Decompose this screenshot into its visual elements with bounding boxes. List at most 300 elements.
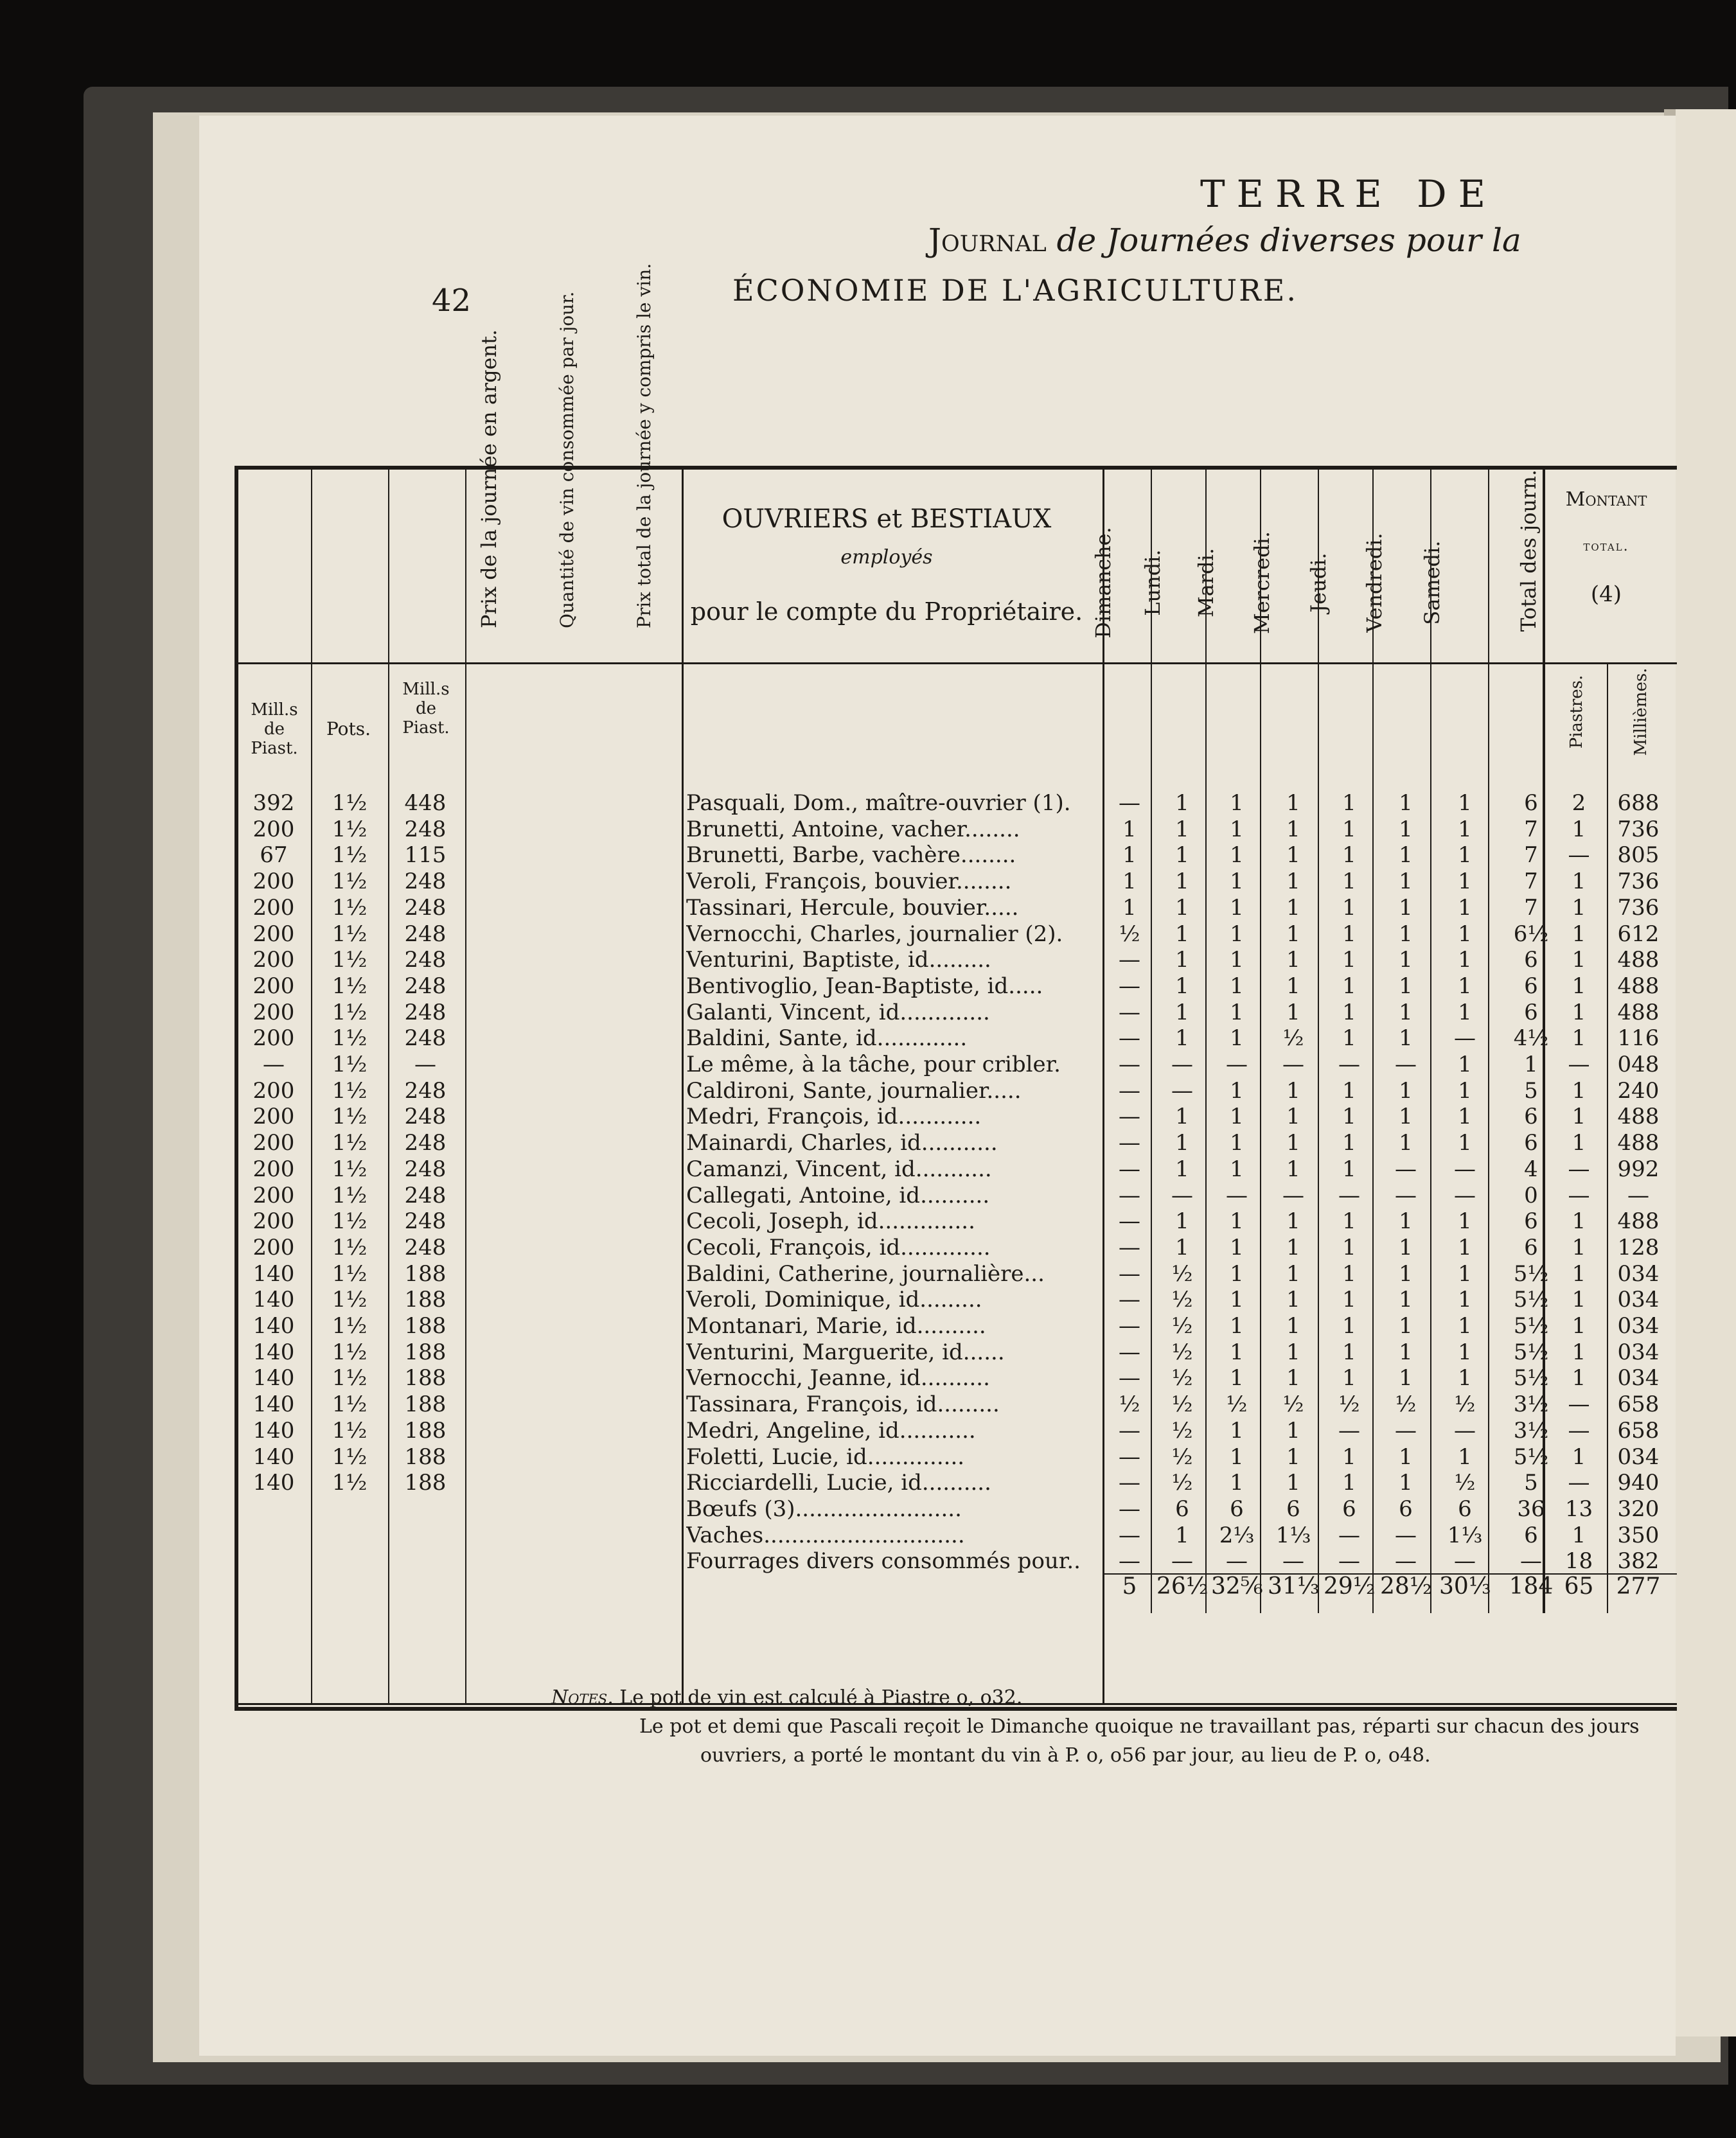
cell-name: Brunetti, Barbe, vachère........ (686, 842, 1016, 868)
cell-qty: 1½ (332, 1339, 368, 1365)
cell-day: 1 (1286, 869, 1300, 894)
cell-day: — (1282, 1548, 1304, 1574)
cell-total-journees: 6 (1524, 973, 1538, 999)
cell-day: 1 (1175, 1523, 1189, 1548)
header-samedi: Samedi. (1420, 540, 1444, 625)
cell-day: — (1454, 1548, 1476, 1574)
cell-qty: 1½ (332, 842, 368, 868)
cell-total: 115 (404, 842, 447, 868)
cell-day: 1 (1286, 1104, 1300, 1129)
header-piastres: Piastres. (1567, 675, 1586, 749)
cell-name: Pasquali, Dom., maître-ouvrier (1). (686, 790, 1071, 816)
cell-milliemes: 034 (1617, 1365, 1660, 1391)
cell-day: ½ (1171, 1313, 1193, 1339)
total-day: 30⅓ (1439, 1573, 1491, 1600)
cell-total: 248 (404, 947, 447, 973)
cell-day: 1 (1458, 1130, 1472, 1156)
cell-qty: 1½ (332, 1156, 368, 1182)
cell-piastres: — (1568, 1418, 1590, 1444)
cell-day: 1 (1342, 1365, 1356, 1391)
cell-name: Tassinara, François, id......... (686, 1391, 1000, 1417)
cell-day: — (1119, 1208, 1140, 1234)
cell-milliemes: 048 (1617, 1052, 1660, 1077)
cell-day: 1 (1458, 1000, 1472, 1025)
header-ouvriers-sub1: employés (840, 546, 933, 569)
cell-qty: 1½ (332, 1313, 368, 1339)
cell-name: Venturini, Baptiste, id......... (686, 947, 991, 973)
cell-day: 1 (1286, 1339, 1300, 1365)
cell-day: 1 (1286, 1000, 1300, 1025)
cell-total-journees: 6 (1524, 1130, 1538, 1156)
cell-day: — (1171, 1183, 1193, 1208)
cell-day: 1 (1230, 1287, 1244, 1312)
cell-piastres: 1 (1572, 895, 1586, 921)
cell-prix: 140 (252, 1365, 295, 1391)
cell-day: ½ (1171, 1470, 1193, 1496)
cell-prix: 200 (252, 895, 295, 921)
cell-day: ½ (1282, 1025, 1304, 1051)
cell-day: 6 (1458, 1496, 1472, 1522)
cell-day: 1 (1342, 973, 1356, 999)
cell-name: Ricciardelli, Lucie, id.......... (686, 1470, 991, 1496)
cell-prix: 200 (252, 1208, 295, 1234)
journal-title-rest: de Journées diverses pour la (1056, 222, 1521, 259)
cell-day: 1 (1342, 947, 1356, 973)
cell-day: — (1395, 1523, 1417, 1548)
cell-day: 1 (1458, 973, 1472, 999)
cell-piastres: 18 (1564, 1548, 1593, 1574)
cell-piastres: — (1568, 1156, 1590, 1182)
cell-total-journees: 7 (1524, 869, 1538, 894)
cell-day: — (1338, 1183, 1360, 1208)
cell-milliemes: 382 (1617, 1548, 1660, 1574)
cell-day: 1 (1458, 1339, 1472, 1365)
cell-day: 1 (1458, 921, 1472, 947)
cell-day: 1 (1342, 790, 1356, 816)
cell-day: 1 (1286, 1287, 1300, 1312)
cell-name: Caldironi, Sante, journalier..... (686, 1078, 1022, 1104)
cell-day: 1 (1399, 973, 1413, 999)
cell-day: ½ (1119, 921, 1140, 947)
cell-day: ½ (1226, 1391, 1248, 1417)
cell-day: 1 (1458, 1444, 1472, 1470)
cell-qty: 1½ (332, 947, 368, 973)
cell-day: 1 (1342, 1025, 1356, 1051)
cell-total-journees: 6 (1524, 1523, 1538, 1548)
header-dimanche: Dimanche. (1091, 527, 1115, 639)
cell-day: — (1454, 1183, 1476, 1208)
cell-day: — (1119, 1444, 1140, 1470)
cell-day: 1 (1230, 921, 1244, 947)
cell-name: Galanti, Vincent, id............. (686, 1000, 990, 1025)
cell-day: 1 (1342, 1156, 1356, 1182)
header-prix-total: Prix total de la journée y compris le vin. (633, 263, 655, 628)
cell-piastres: 1 (1572, 817, 1586, 842)
cell-prix: 200 (252, 1078, 295, 1104)
cell-piastres: 1 (1572, 947, 1586, 973)
cell-name: Le même, à la tâche, pour cribler. (686, 1052, 1061, 1077)
cell-name: Mainardi, Charles, id........... (686, 1130, 998, 1156)
cell-day: 1 (1175, 895, 1189, 921)
cell-day: ½ (1171, 1391, 1193, 1417)
cell-day: 1 (1399, 1261, 1413, 1287)
cell-prix: 140 (252, 1418, 295, 1444)
cell-piastres: — (1568, 842, 1590, 868)
cell-day: — (1119, 1523, 1140, 1548)
cell-day: 1 (1399, 1287, 1413, 1312)
cell-total: 188 (404, 1470, 447, 1496)
total-day: 26½ (1156, 1573, 1209, 1600)
cell-day: 1 (1175, 1000, 1189, 1025)
cell-day: 1 (1399, 1130, 1413, 1156)
cell-milliemes: 688 (1617, 790, 1660, 816)
cell-name: Medri, François, id............ (686, 1104, 982, 1129)
cell-day: 1 (1175, 1130, 1189, 1156)
cell-prix: 140 (252, 1470, 295, 1496)
cell-milliemes: 658 (1617, 1391, 1660, 1417)
cell-day: 1 (1399, 1208, 1413, 1234)
cell-milliemes: — (1627, 1183, 1649, 1208)
notes-line-1 (551, 1686, 1022, 1709)
header-total-journees: Total des journ. (1516, 469, 1541, 632)
page-number: 42 (432, 283, 472, 319)
cell-piastres: 2 (1572, 790, 1586, 816)
cell-day: 1 (1458, 1287, 1472, 1312)
cell-day: 1 (1286, 1208, 1300, 1234)
cell-day: 1 (1175, 1156, 1189, 1182)
total-day: 29½ (1324, 1573, 1376, 1600)
cell-piastres: 1 (1572, 1261, 1586, 1287)
cell-day: 1 (1399, 1313, 1413, 1339)
cell-day: 1 (1286, 817, 1300, 842)
cell-day: 1 (1399, 1078, 1413, 1104)
cell-total-journees: 6 (1524, 790, 1538, 816)
cell-qty: 1½ (332, 973, 368, 999)
cell-day: — (1395, 1183, 1417, 1208)
cell-name: Cecoli, François, id............. (686, 1235, 991, 1260)
cell-day: 1 (1230, 790, 1244, 816)
cell-total: — (414, 1052, 436, 1077)
cell-name: Tassinari, Hercule, bouvier..... (686, 895, 1019, 921)
cell-piastres: 1 (1572, 1000, 1586, 1025)
cell-name: Baldini, Sante, id............. (686, 1025, 968, 1051)
cell-total-journees: 6 (1524, 1235, 1538, 1260)
cell-day: 1 (1230, 1418, 1244, 1444)
cell-day: 1 (1230, 895, 1244, 921)
cell-day: 1 (1399, 1104, 1413, 1129)
cell-name: Venturini, Marguerite, id...... (686, 1339, 1005, 1365)
cell-name: Medri, Angeline, id........... (686, 1418, 976, 1444)
journal-prefix: Journal (928, 222, 1047, 259)
cell-day: 1 (1286, 921, 1300, 947)
cell-total: 248 (404, 1208, 447, 1234)
cell-day: ½ (1454, 1470, 1476, 1496)
cell-name: Callegati, Antoine, id.......... (686, 1183, 990, 1208)
cell-milliemes: 488 (1617, 1000, 1660, 1025)
cell-day: — (1119, 1313, 1140, 1339)
header-lundi: Lundi. (1140, 549, 1165, 616)
cell-day: ½ (1282, 1391, 1304, 1417)
cell-piastres: 1 (1572, 869, 1586, 894)
cell-name: Bentivoglio, Jean-Baptiste, id..... (686, 973, 1043, 999)
cell-milliemes: 034 (1617, 1313, 1660, 1339)
cell-qty: 1½ (332, 1208, 368, 1234)
cell-day: — (1282, 1183, 1304, 1208)
cell-day: 1 (1122, 869, 1137, 894)
cell-day: 1 (1230, 1235, 1244, 1260)
cell-day: 1 (1286, 1470, 1300, 1496)
cell-day: 1 (1175, 1235, 1189, 1260)
cell-day: 1 (1342, 1261, 1356, 1287)
journal-title (928, 222, 1521, 259)
cell-day: 1 (1230, 1078, 1244, 1104)
cell-day: 1 (1175, 1104, 1189, 1129)
cell-day: 1 (1342, 1235, 1356, 1260)
cell-day: 2⅓ (1219, 1523, 1255, 1548)
unit-pots: Pots. (326, 718, 371, 739)
cell-day: 1 (1458, 1313, 1472, 1339)
cell-day: ½ (1454, 1391, 1476, 1417)
cell-day: 1 (1286, 947, 1300, 973)
cell-piastres: — (1568, 1470, 1590, 1496)
cell-piastres: 1 (1572, 1313, 1586, 1339)
cell-name: Camanzi, Vincent, id........... (686, 1156, 992, 1182)
cell-day: — (1395, 1548, 1417, 1574)
cell-day: 1 (1342, 921, 1356, 947)
cell-total-journees: 5½ (1513, 1444, 1549, 1470)
cell-prix: 200 (252, 869, 295, 894)
cell-name: Montanari, Marie, id.......... (686, 1313, 986, 1339)
cell-day: 1 (1230, 1470, 1244, 1496)
cell-day: ½ (1119, 1391, 1140, 1417)
cell-piastres: 13 (1564, 1496, 1593, 1522)
cell-day: 1 (1286, 973, 1300, 999)
cell-day: 1 (1175, 869, 1189, 894)
cell-day: — (1338, 1523, 1360, 1548)
cell-day: 1 (1342, 895, 1356, 921)
cell-name: Bœufs (3)........................ (686, 1496, 962, 1522)
cell-day: 1⅓ (1447, 1523, 1483, 1548)
cell-day: — (1119, 1365, 1140, 1391)
cell-day: 1 (1458, 1052, 1472, 1077)
cell-day: ½ (1171, 1444, 1193, 1470)
cell-name: Baldini, Catherine, journalière... (686, 1261, 1045, 1287)
cell-qty: 1½ (332, 1000, 368, 1025)
cell-qty: 1½ (332, 1287, 368, 1312)
cell-day: — (1171, 1052, 1193, 1077)
cell-day: — (1454, 1418, 1476, 1444)
cell-milliemes: 350 (1617, 1523, 1660, 1548)
cell-day: 1 (1286, 1130, 1300, 1156)
cell-milliemes: 612 (1617, 921, 1660, 947)
cell-day: 1 (1230, 973, 1244, 999)
cell-day: — (1338, 1418, 1360, 1444)
cell-day: ½ (1171, 1339, 1193, 1365)
cell-day: 1 (1175, 1208, 1189, 1234)
cell-day: 1 (1122, 817, 1137, 842)
cell-day: 1 (1399, 1235, 1413, 1260)
cell-day: 1 (1175, 921, 1189, 947)
cell-day: 1 (1342, 1000, 1356, 1025)
cell-milliemes: 034 (1617, 1287, 1660, 1312)
cell-piastres: 1 (1572, 1235, 1586, 1260)
cell-day: — (1119, 1339, 1140, 1365)
cell-name: Vernocchi, Jeanne, id.......... (686, 1365, 990, 1391)
cell-day: 1 (1342, 869, 1356, 894)
cell-day: 1 (1286, 1313, 1300, 1339)
cell-day: 1 (1230, 1365, 1244, 1391)
cell-day: 1 (1399, 1365, 1413, 1391)
cell-day: — (1119, 1470, 1140, 1496)
cell-total: 248 (404, 1130, 447, 1156)
cell-day: — (1119, 1548, 1140, 1574)
cell-total: 188 (404, 1339, 447, 1365)
cell-day: — (1119, 973, 1140, 999)
cell-total-journees: 5 (1524, 1078, 1538, 1104)
cell-prix: 200 (252, 1000, 295, 1025)
cell-day: 1 (1399, 842, 1413, 868)
cell-day: 1 (1458, 869, 1472, 894)
cell-total: 248 (404, 1078, 447, 1104)
cell-qty: 1½ (332, 1444, 368, 1470)
cell-name: Veroli, François, bouvier........ (686, 869, 1012, 894)
cell-milliemes: 736 (1617, 895, 1660, 921)
cell-day: — (1119, 1183, 1140, 1208)
cell-milliemes: 736 (1617, 817, 1660, 842)
cell-total: 188 (404, 1444, 447, 1470)
cell-total: 188 (404, 1287, 447, 1312)
cell-day: 1 (1399, 869, 1413, 894)
cell-qty: 1½ (332, 1365, 368, 1391)
cell-day: ½ (1171, 1365, 1193, 1391)
cell-total: 188 (404, 1391, 447, 1417)
cell-total: 248 (404, 869, 447, 894)
cell-day: 1 (1399, 1339, 1413, 1365)
cell-day: 1 (1399, 1470, 1413, 1496)
cell-day: 1 (1342, 1104, 1356, 1129)
cell-total: 248 (404, 1000, 447, 1025)
cell-piastres: 1 (1572, 1208, 1586, 1234)
cell-qty: 1½ (332, 1025, 368, 1051)
cell-day: 1 (1399, 1444, 1413, 1470)
cell-day: 1 (1458, 790, 1472, 816)
cell-total: 248 (404, 1235, 447, 1260)
cell-day: 1⅓ (1275, 1523, 1311, 1548)
cell-prix: 200 (252, 921, 295, 947)
cell-day: — (1119, 1418, 1140, 1444)
cell-piastres: 1 (1572, 1104, 1586, 1129)
cell-day: 6 (1230, 1496, 1244, 1522)
cell-name: Vernocchi, Charles, journalier (2). (686, 921, 1063, 947)
cell-name: Veroli, Dominique, id......... (686, 1287, 982, 1312)
header-jeudi: Jeudi. (1306, 552, 1331, 613)
cell-day: — (1119, 1496, 1140, 1522)
cell-day: 1 (1458, 1261, 1472, 1287)
cell-day: 1 (1230, 869, 1244, 894)
cell-day: 1 (1230, 1156, 1244, 1182)
cell-day: 1 (1286, 1365, 1300, 1391)
cell-day: — (1119, 1000, 1140, 1025)
cell-day: 1 (1342, 1287, 1356, 1312)
cell-total-journees: 4 (1524, 1156, 1538, 1182)
cell-prix: 200 (252, 1130, 295, 1156)
cell-milliemes: 488 (1617, 1104, 1660, 1129)
header-vendredi: Vendredi. (1362, 533, 1386, 633)
cell-milliemes: 488 (1617, 1130, 1660, 1156)
cell-total-journees: 5 (1524, 1470, 1538, 1496)
cell-day: 1 (1399, 895, 1413, 921)
cell-total-journees: — (1520, 1548, 1542, 1574)
cell-qty: 1½ (332, 1418, 368, 1444)
cell-day: 1 (1342, 1444, 1356, 1470)
notes-line-3: ouvriers, a porté le montant du vin à P. o, o56 par jour, au lieu de P. o, o48. (700, 1744, 1431, 1767)
cell-total: 248 (404, 1104, 447, 1129)
cell-day: 1 (1230, 1208, 1244, 1234)
cell-day: — (1119, 1052, 1140, 1077)
cell-day: — (1338, 1052, 1360, 1077)
cell-name: Vaches............................. (686, 1523, 965, 1548)
header-montant: Montant (1565, 488, 1647, 511)
cell-name: Cecoli, Joseph, id.............. (686, 1208, 975, 1234)
cell-milliemes: 940 (1617, 1470, 1660, 1496)
cell-total-journees: 4½ (1513, 1025, 1549, 1051)
cell-day: 1 (1342, 1313, 1356, 1339)
cell-total-journees: 1 (1524, 1052, 1538, 1077)
cell-day: 1 (1286, 842, 1300, 868)
cell-prix: 140 (252, 1287, 295, 1312)
cell-day: 1 (1230, 1313, 1244, 1339)
cell-prix: 200 (252, 1235, 295, 1260)
cell-day: — (1171, 1078, 1193, 1104)
cell-day: — (1171, 1548, 1193, 1574)
cell-day: 1 (1230, 947, 1244, 973)
cell-day: 1 (1342, 1130, 1356, 1156)
cell-total-journees: 6 (1524, 1000, 1538, 1025)
cell-day: 1 (1458, 1235, 1472, 1260)
cell-day: 1 (1342, 1208, 1356, 1234)
notes-text-1: Le pot de vin est calculé à Piastre o, o32. (619, 1686, 1023, 1709)
cell-total-journees: 6½ (1513, 921, 1549, 947)
cell-qty: 1½ (332, 1235, 368, 1260)
cell-day: 1 (1230, 817, 1244, 842)
cell-milliemes: 488 (1617, 973, 1660, 999)
running-title: ÉCONOMIE DE L'AGRICULTURE. (732, 273, 1298, 308)
cell-piastres: 1 (1572, 921, 1586, 947)
cell-day: 1 (1286, 1156, 1300, 1182)
cell-qty: 1½ (332, 1183, 368, 1208)
cell-day: ½ (1171, 1418, 1193, 1444)
cell-milliemes: 240 (1617, 1078, 1660, 1104)
cell-prix: 200 (252, 1025, 295, 1051)
cell-piastres: — (1568, 1052, 1590, 1077)
cell-prix: 200 (252, 947, 295, 973)
cell-day: 6 (1175, 1496, 1189, 1522)
header-mercredi: Mercredi. (1250, 531, 1274, 635)
cell-day: — (1454, 1025, 1476, 1051)
cell-day: 1 (1399, 790, 1413, 816)
cell-day: 1 (1230, 1339, 1244, 1365)
cell-milliemes: 034 (1617, 1444, 1660, 1470)
cell-total-journees: 5½ (1513, 1261, 1549, 1287)
cell-piastres: 1 (1572, 1130, 1586, 1156)
cell-total-journees: 7 (1524, 895, 1538, 921)
total-day: 31⅓ (1268, 1573, 1320, 1600)
cell-total-journees: 5½ (1513, 1313, 1549, 1339)
cell-milliemes: 128 (1617, 1235, 1660, 1260)
cell-day: — (1395, 1156, 1417, 1182)
cell-prix: — (263, 1052, 285, 1077)
cell-total: 248 (404, 895, 447, 921)
